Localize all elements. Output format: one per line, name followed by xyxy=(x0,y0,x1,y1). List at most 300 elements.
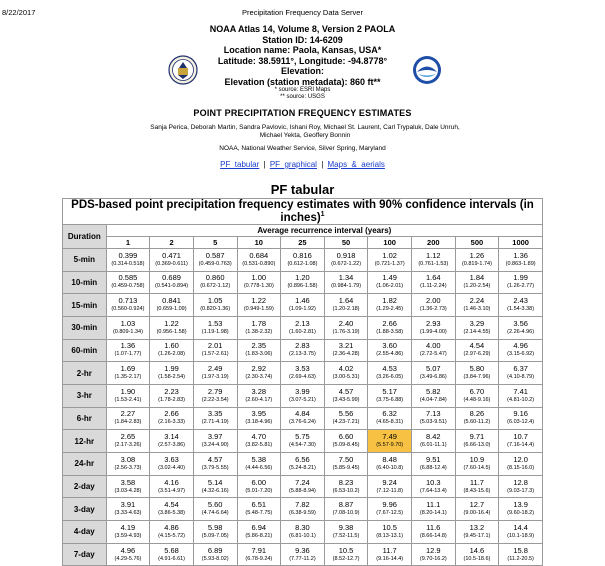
estimate-cell xyxy=(368,475,412,498)
estimate-cell xyxy=(368,248,412,271)
confidence-interval: (5.03-9.51) xyxy=(419,419,447,426)
estimate-cell xyxy=(193,407,237,430)
interval-header-2: 2 xyxy=(150,236,194,248)
confidence-interval: (5.01-7.20) xyxy=(245,487,273,494)
estimate-cell xyxy=(499,453,543,476)
estimate-cell xyxy=(499,384,543,407)
estimate-cell xyxy=(412,453,456,476)
confidence-interval: (7.52-11.5) xyxy=(332,532,360,539)
estimate-value: 4.84 xyxy=(295,409,310,419)
confidence-interval: (0.778-1.30) xyxy=(243,283,274,290)
table-row xyxy=(63,407,543,430)
estimate-value: 15.8 xyxy=(513,545,528,555)
estimate-cell xyxy=(324,543,368,566)
estimate-value: 2.49 xyxy=(207,364,223,374)
estimate-value: 6.00 xyxy=(251,477,267,487)
confidence-interval: (8.13-13.1) xyxy=(376,532,404,539)
confidence-interval: (4.04-7.84) xyxy=(419,396,447,403)
estimate-value: 1.49 xyxy=(382,273,397,283)
estimate-cell xyxy=(412,498,456,521)
pf-tabular-title: PF tabular xyxy=(270,182,335,197)
confidence-interval: (4.29-5.76) xyxy=(114,555,142,562)
confidence-interval: (2.17-3.26) xyxy=(114,442,142,449)
interval-header-500: 500 xyxy=(455,236,499,248)
table-caption-text: PDS-based point precipitation frequency estimates with 90% confidence intervals (in inches) xyxy=(71,199,534,224)
estimate-value: 1.05 xyxy=(207,296,223,306)
estimate-cell xyxy=(455,453,499,476)
estimate-value: 1.22 xyxy=(164,318,179,328)
estimate-value: 12.0 xyxy=(513,454,528,464)
estimate-value: 8.23 xyxy=(338,477,354,487)
confidence-interval: (4.23-7.21) xyxy=(332,419,360,426)
estimate-cell xyxy=(499,294,543,317)
estimate-value: 4.96 xyxy=(513,341,528,351)
estimate-value: 6.60 xyxy=(338,432,354,442)
estimate-value: 1.64 xyxy=(426,273,441,283)
interval-header-5: 5 xyxy=(193,236,237,248)
estimate-cell xyxy=(281,498,325,521)
estimate-value: 5.14 xyxy=(207,477,223,487)
confidence-interval: (5.48-7.75) xyxy=(245,510,273,517)
estimate-value: 12.8 xyxy=(513,477,528,487)
precipitation-frequency-table xyxy=(62,198,543,566)
confidence-interval: (1.07-1.77) xyxy=(114,351,142,358)
estimate-value: 2.93 xyxy=(426,318,441,328)
confidence-interval: (3.33-4.63) xyxy=(114,510,142,517)
authors: Sanja Perica, Deborah Martin, Sandra Pavlovic, Ishani Roy, Michael St. Laurent, Carl Trypaluk, Dale Unruh, Michael Yekta, Geoffery Bonnin xyxy=(150,124,460,139)
estimate-cell xyxy=(412,521,456,544)
estimate-cell xyxy=(412,339,456,362)
estimate-cell xyxy=(368,521,412,544)
confidence-interval: (8.66-14.8) xyxy=(419,532,447,539)
estimate-value: 1.64 xyxy=(338,296,354,306)
estimate-value: 7.50 xyxy=(338,454,354,464)
estimate-value: 8.42 xyxy=(426,432,441,442)
estimate-value: 1.36 xyxy=(513,250,528,260)
estimate-value: 12.9 xyxy=(426,545,441,555)
estimate-cell xyxy=(281,294,325,317)
estimate-value: 3.21 xyxy=(338,341,354,351)
estimate-cell xyxy=(368,407,412,430)
confidence-interval: (5.88-8.94) xyxy=(288,487,316,494)
table-caption-footnote: 1 xyxy=(320,211,325,218)
confidence-interval: (5.93-8.02) xyxy=(201,555,229,562)
estimate-cell xyxy=(106,384,150,407)
estimate-value: 1.99 xyxy=(513,273,528,283)
confidence-interval: (7.64-13.4) xyxy=(419,487,447,494)
estimate-cell xyxy=(150,384,194,407)
confidence-interval: (8.52-12.7) xyxy=(332,555,360,562)
estimate-value: 2.43 xyxy=(513,296,528,306)
confidence-interval: (1.88-3.58) xyxy=(376,328,404,335)
estimate-cell xyxy=(237,339,281,362)
confidence-interval: (3.00-5.31) xyxy=(332,374,360,381)
estimate-value: 3.14 xyxy=(164,432,179,442)
estimate-cell xyxy=(455,407,499,430)
estimate-cell xyxy=(499,543,543,566)
confidence-interval: (2.71-4.19) xyxy=(201,419,229,426)
estimate-value: 13.9 xyxy=(513,500,528,510)
estimate-cell xyxy=(324,498,368,521)
confidence-interval: (1.20-2.18) xyxy=(332,306,360,313)
table-row xyxy=(63,453,543,476)
estimate-value: 7.41 xyxy=(513,386,528,396)
confidence-interval: (1.60-2.81) xyxy=(288,328,316,335)
confidence-interval: (7.16-14.4) xyxy=(507,442,535,449)
link-maps-aerials[interactable]: Maps_&_aerials xyxy=(327,160,385,169)
confidence-interval: (3.02-4.40) xyxy=(158,464,186,471)
confidence-interval: (4.91-6.61) xyxy=(158,555,186,562)
estimate-value: 6.70 xyxy=(469,386,485,396)
estimate-cell xyxy=(237,543,281,566)
confidence-interval: (4.54-7.30) xyxy=(288,442,316,449)
table-row xyxy=(63,294,543,317)
estimate-value: 7.82 xyxy=(295,500,310,510)
confidence-interval: (0.659-1.09) xyxy=(156,306,187,313)
estimate-value: 6.32 xyxy=(382,409,397,419)
duration-header: Duration xyxy=(63,224,107,248)
print-date: 8/22/2017 xyxy=(2,8,36,17)
confidence-interval: (2.36-4.28) xyxy=(332,351,360,358)
estimate-cell xyxy=(499,248,543,271)
estimate-value: 5.56 xyxy=(338,409,354,419)
estimate-cell xyxy=(106,498,150,521)
estimate-cell xyxy=(455,294,499,317)
estimate-cell xyxy=(106,316,150,339)
confidence-interval: (0.721-1.37) xyxy=(374,260,405,267)
estimate-cell xyxy=(281,543,325,566)
confidence-interval: (0.809-1.34) xyxy=(112,328,143,335)
confidence-interval: (0.612-1.08) xyxy=(287,260,318,267)
estimate-cell xyxy=(193,543,237,566)
estimate-cell xyxy=(412,271,456,294)
estimate-value: 4.54 xyxy=(469,341,485,351)
confidence-interval: (3.03-4.28) xyxy=(114,487,142,494)
estimate-value: 2.79 xyxy=(207,386,223,396)
estimate-value: 2.01 xyxy=(207,341,223,351)
estimate-value: 2.66 xyxy=(382,318,397,328)
estimate-cell xyxy=(499,362,543,385)
confidence-interval: (1.99-4.00) xyxy=(419,328,447,335)
confidence-interval: (6.53-10.2) xyxy=(332,487,360,494)
section-title: POINT PRECIPITATION FREQUENCY ESTIMATES xyxy=(193,108,412,118)
confidence-interval: (5.24-8.21) xyxy=(288,464,316,471)
estimate-cell xyxy=(106,294,150,317)
estimate-cell xyxy=(412,407,456,430)
estimate-value: 0.918 xyxy=(336,250,356,260)
estimate-cell xyxy=(150,430,194,453)
confidence-interval: (0.459-0.763) xyxy=(198,260,232,267)
estimate-cell xyxy=(237,430,281,453)
confidence-interval: (9.00-16.4) xyxy=(463,510,491,517)
estimate-value: 9.16 xyxy=(513,409,528,419)
estimate-cell xyxy=(106,407,150,430)
estimate-value: 3.91 xyxy=(120,500,136,510)
estimate-value: 3.58 xyxy=(120,477,136,487)
estimate-cell xyxy=(106,362,150,385)
station-header xyxy=(0,24,605,101)
estimate-value: 3.35 xyxy=(207,409,223,419)
confidence-interval: (3.86-5.38) xyxy=(158,510,186,517)
confidence-interval: (3.43-5.99) xyxy=(332,396,360,403)
confidence-interval: (2.55-4.86) xyxy=(376,351,404,358)
interval-header-1: 1 xyxy=(106,236,150,248)
estimate-value: 13.2 xyxy=(469,522,485,532)
estimate-cell xyxy=(193,339,237,362)
estimate-value: 0.684 xyxy=(249,250,269,260)
estimate-value: 4.57 xyxy=(338,386,354,396)
estimate-cell xyxy=(368,339,412,362)
estimate-cell xyxy=(499,271,543,294)
confidence-interval: (5.57-9.70) xyxy=(376,442,404,449)
estimate-cell xyxy=(281,316,325,339)
estimate-cell xyxy=(455,271,499,294)
estimate-cell xyxy=(499,316,543,339)
estimate-cell xyxy=(150,339,194,362)
estimate-value: 10.5 xyxy=(338,545,354,555)
link-pf-tabular[interactable]: PF_tabular xyxy=(220,160,260,169)
estimate-cell xyxy=(150,453,194,476)
estimate-cell xyxy=(455,316,499,339)
estimate-cell xyxy=(324,362,368,385)
confidence-interval: (3.84-7.96) xyxy=(463,374,491,381)
estimate-cell xyxy=(455,521,499,544)
estimate-value: 0.713 xyxy=(118,296,138,306)
duration-cell: 10-min xyxy=(63,271,107,294)
confidence-interval: (6.40-10.8) xyxy=(376,464,404,471)
estimate-cell xyxy=(150,475,194,498)
confidence-interval: (5.60-11.2) xyxy=(463,419,491,426)
estimate-cell xyxy=(150,362,194,385)
link-pf-graphical[interactable]: PF_graphical xyxy=(269,160,317,169)
estimate-value: 10.3 xyxy=(426,477,441,487)
estimate-value: 5.07 xyxy=(426,364,441,374)
estimate-cell xyxy=(281,407,325,430)
estimate-value: 10.5 xyxy=(382,522,397,532)
estimate-value: 14.4 xyxy=(513,522,528,532)
estimate-value: 9.24 xyxy=(382,477,397,487)
estimate-value: 5.82 xyxy=(426,386,441,396)
estimate-value: 4.54 xyxy=(164,500,179,510)
duration-cell: 6-hr xyxy=(63,407,107,430)
estimate-value: 12.7 xyxy=(469,500,485,510)
confidence-interval: (3.07-5.21) xyxy=(288,396,316,403)
confidence-interval: (0.672-1.22) xyxy=(331,260,362,267)
location-name: Location name: Paola, Kansas, USA* xyxy=(223,45,382,55)
confidence-interval: (2.97-6.29) xyxy=(463,351,491,358)
confidence-interval: (10.1-18.9) xyxy=(507,532,535,539)
confidence-interval: (1.35-2.17) xyxy=(114,374,142,381)
estimate-cell xyxy=(106,339,150,362)
confidence-interval: (3.24-4.90) xyxy=(201,442,229,449)
confidence-interval: (2.26-4.96) xyxy=(507,328,535,335)
estimate-cell xyxy=(455,475,499,498)
estimate-value: 0.585 xyxy=(118,273,138,283)
duration-cell: 2-hr xyxy=(63,362,107,385)
interval-header-row xyxy=(63,236,543,248)
duration-cell: 5-min xyxy=(63,248,107,271)
estimate-cell xyxy=(193,362,237,385)
confidence-interval: (1.53-2.41) xyxy=(114,396,142,403)
estimate-value: 3.53 xyxy=(295,364,310,374)
coordinates: Latitude: 38.5911°, Longitude: -94.8778° xyxy=(217,55,388,66)
estimate-cell xyxy=(324,407,368,430)
confidence-interval: (9.45-17.1) xyxy=(463,532,491,539)
estimate-cell xyxy=(499,339,543,362)
estimate-cell xyxy=(368,362,412,385)
confidence-interval: (2.57-3.86) xyxy=(158,442,186,449)
station-id: Station ID: 14-6209 xyxy=(262,34,343,45)
estimate-value: 9.38 xyxy=(338,522,354,532)
estimate-value: 4.02 xyxy=(338,364,354,374)
estimate-cell xyxy=(368,498,412,521)
confidence-interval: (6.81-10.1) xyxy=(288,532,316,539)
estimate-cell xyxy=(324,453,368,476)
table-row xyxy=(63,271,543,294)
confidence-interval: (2.30-3.74) xyxy=(245,374,273,381)
estimate-value: 1.46 xyxy=(295,296,310,306)
confidence-interval: (1.09-1.92) xyxy=(288,306,316,313)
confidence-interval: (0.459-0.758) xyxy=(111,283,145,290)
estimate-value: 4.57 xyxy=(207,454,223,464)
confidence-interval: (9.70-16.2) xyxy=(419,555,447,562)
estimate-value: 1.99 xyxy=(164,364,179,374)
confidence-interval: (5.09-7.05) xyxy=(201,532,229,539)
estimate-value: 9.51 xyxy=(426,454,441,464)
estimate-cell xyxy=(193,475,237,498)
confidence-interval: (3.82-5.81) xyxy=(245,442,273,449)
confidence-interval: (7.67-12.5) xyxy=(376,510,404,517)
estimate-cell xyxy=(324,384,368,407)
confidence-interval: (1.54-3.38) xyxy=(507,306,535,313)
estimate-cell xyxy=(324,248,368,271)
confidence-interval: (3.51-4.97) xyxy=(158,487,186,494)
estimate-value: 1.60 xyxy=(164,341,179,351)
confidence-interval: (0.541-0.894) xyxy=(155,283,189,290)
estimate-value: 8.87 xyxy=(338,500,354,510)
estimate-value: 2.24 xyxy=(469,296,485,306)
confidence-interval: (10.5-18.6) xyxy=(463,555,491,562)
estimate-cell xyxy=(281,271,325,294)
estimate-cell xyxy=(237,475,281,498)
confidence-interval: (6.66-13.0) xyxy=(463,442,491,449)
estimate-value: 7.49 xyxy=(382,432,397,442)
confidence-interval: (6.01-11.1) xyxy=(420,442,447,449)
estimate-value: 2.92 xyxy=(251,364,267,374)
estimate-cell xyxy=(237,384,281,407)
duration-cell: 30-min xyxy=(63,316,107,339)
confidence-interval: (4.32-6.16) xyxy=(201,487,229,494)
estimate-value: 0.399 xyxy=(118,250,138,260)
confidence-interval: (2.13-3.75) xyxy=(288,351,316,358)
confidence-interval: (0.531-0.890) xyxy=(242,260,276,267)
estimate-value: 5.75 xyxy=(295,432,310,442)
estimate-cell xyxy=(368,294,412,317)
estimate-value: 6.94 xyxy=(251,522,267,532)
estimate-cell xyxy=(368,453,412,476)
estimate-value: 4.70 xyxy=(251,432,267,442)
estimate-value: 4.00 xyxy=(426,341,441,351)
estimate-value: 8.26 xyxy=(469,409,485,419)
estimate-value: 14.6 xyxy=(469,545,485,555)
estimate-value: 2.00 xyxy=(426,296,441,306)
confidence-interval: (5.09-8.45) xyxy=(332,442,360,449)
confidence-interval: (6.38-9.59) xyxy=(288,510,316,517)
table-caption xyxy=(63,199,543,225)
estimate-cell xyxy=(150,498,194,521)
estimate-value: 5.98 xyxy=(207,522,223,532)
estimate-cell xyxy=(368,430,412,453)
estimate-value: 4.53 xyxy=(382,364,397,374)
estimate-value: 8.30 xyxy=(295,522,310,532)
confidence-interval: (2.69-4.63) xyxy=(288,374,316,381)
estimate-value: 10.9 xyxy=(469,454,485,464)
estimate-value: 5.38 xyxy=(251,454,267,464)
interval-header-10: 10 xyxy=(237,236,281,248)
confidence-interval: (1.36-2.73) xyxy=(419,306,447,313)
estimate-value: 7.13 xyxy=(426,409,441,419)
estimate-cell xyxy=(150,294,194,317)
estimate-cell xyxy=(499,430,543,453)
confidence-interval: (6.88-12.4) xyxy=(419,464,447,471)
confidence-interval: (4.48-9.16) xyxy=(463,396,491,403)
confidence-interval: (6.03-12.4) xyxy=(507,419,535,426)
estimate-value: 2.66 xyxy=(164,409,179,419)
estimate-cell xyxy=(237,271,281,294)
interval-header-25: 25 xyxy=(281,236,325,248)
estimate-value: 4.96 xyxy=(120,545,136,555)
estimate-value: 1.20 xyxy=(295,273,310,283)
estimate-cell xyxy=(106,543,150,566)
estimate-cell xyxy=(237,453,281,476)
estimate-value: 3.60 xyxy=(382,341,397,351)
estimate-cell xyxy=(412,475,456,498)
estimate-cell xyxy=(150,543,194,566)
confidence-interval: (11.2-20.5) xyxy=(507,555,534,562)
duration-cell: 24-hr xyxy=(63,453,107,476)
confidence-interval: (9.03-17.3) xyxy=(507,487,535,494)
estimate-cell xyxy=(193,316,237,339)
estimate-value: 4.86 xyxy=(164,522,179,532)
estimate-cell xyxy=(412,430,456,453)
estimate-cell xyxy=(324,294,368,317)
confidence-interval: (0.560-0.924) xyxy=(111,306,145,313)
confidence-interval: (8.43-15.6) xyxy=(463,487,491,494)
confidence-interval: (2.60-4.17) xyxy=(245,396,273,403)
confidence-interval: (1.19-1.98) xyxy=(201,328,229,335)
estimate-cell xyxy=(106,430,150,453)
estimate-cell xyxy=(455,430,499,453)
print-header xyxy=(0,8,605,20)
confidence-interval: (5.85-9.45) xyxy=(332,464,360,471)
estimate-value: 11.1 xyxy=(426,500,441,510)
estimate-value: 0.860 xyxy=(205,273,225,283)
confidence-interval: (1.76-3.19) xyxy=(332,328,360,335)
confidence-interval: (0.984-1.79) xyxy=(331,283,362,290)
interval-header-200: 200 xyxy=(412,236,456,248)
confidence-interval: (0.314-0.518) xyxy=(111,260,145,267)
estimate-value: 4.16 xyxy=(164,477,179,487)
confidence-interval: (1.11-2.24) xyxy=(420,283,447,290)
estimate-cell xyxy=(499,521,543,544)
duration-cell: 2-day xyxy=(63,475,107,498)
estimate-cell xyxy=(281,362,325,385)
estimate-cell xyxy=(499,498,543,521)
confidence-interval: (4.65-8.31) xyxy=(376,419,404,426)
estimate-value: 6.37 xyxy=(513,364,528,374)
confidence-interval: (7.12-11.8) xyxy=(376,487,403,494)
estimate-value: 3.28 xyxy=(251,386,267,396)
